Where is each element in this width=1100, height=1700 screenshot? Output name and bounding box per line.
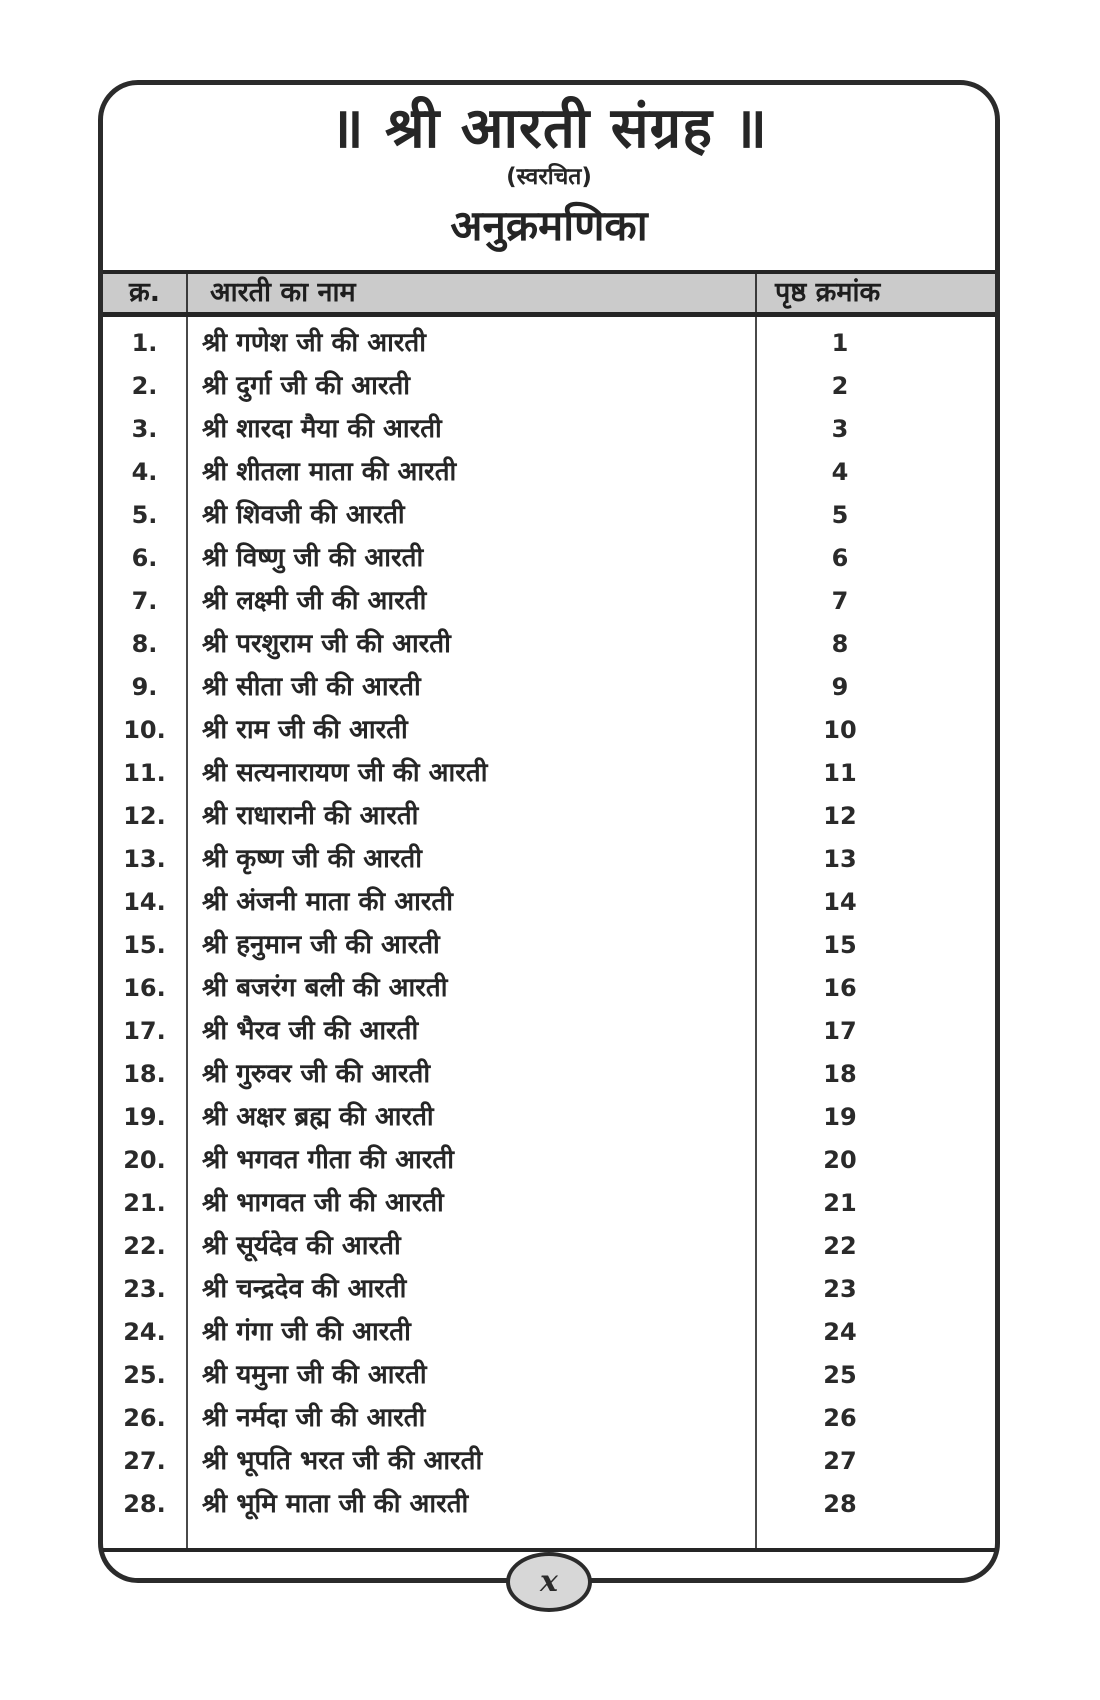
row-serial: 3. <box>131 415 158 443</box>
page-number-label: x <box>540 1564 558 1599</box>
row-page: 18 <box>823 1060 857 1088</box>
row-name: श्री शारदा मैया की आरती <box>202 414 442 444</box>
row-serial: 20. <box>123 1146 166 1174</box>
row-name: श्री शिवजी की आरती <box>202 500 405 530</box>
row-page: 23 <box>823 1275 857 1303</box>
row-page: 10 <box>823 716 857 744</box>
row-page: 9 <box>831 673 849 701</box>
row-name: श्री अक्षर ब्रह्म की आरती <box>202 1102 434 1132</box>
row-page: 12 <box>823 802 857 830</box>
row-name: श्री नर्मदा जी की आरती <box>202 1403 426 1433</box>
row-name: श्री चन्द्रदेव की आरती <box>202 1274 407 1304</box>
row-serial: 9. <box>131 673 158 701</box>
row-name: श्री कृष्ण जी की आरती <box>202 844 422 874</box>
row-name: श्री सत्यनारायण जी की आरती <box>202 758 488 788</box>
book-subtitle: (स्वरचित) <box>506 164 592 191</box>
row-serial: 26. <box>123 1404 166 1432</box>
row-serial: 18. <box>123 1060 166 1088</box>
table-body <box>103 317 995 1552</box>
row-serial: 10. <box>123 716 166 744</box>
row-serial: 28. <box>123 1490 166 1518</box>
row-serial: 17. <box>123 1017 166 1045</box>
row-page: 13 <box>823 845 857 873</box>
row-name: श्री यमुना जी की आरती <box>202 1360 427 1390</box>
row-name: श्री राधारानी की आरती <box>202 801 419 831</box>
row-page: 19 <box>823 1103 857 1131</box>
page-number-column <box>755 317 995 1548</box>
row-name: श्री राम जी की आरती <box>202 715 408 745</box>
row-serial: 1. <box>131 329 158 357</box>
row-name: श्री सीता जी की आरती <box>202 672 421 702</box>
row-name: श्री दुर्गा जी की आरती <box>202 371 411 401</box>
row-serial: 16. <box>123 974 166 1002</box>
row-name: श्री भूपति भरत जी की आरती <box>202 1446 483 1476</box>
row-page: 26 <box>823 1404 857 1432</box>
row-name: श्री परशुराम जी की आरती <box>202 629 451 659</box>
row-name: श्री सूर्यदेव की आरती <box>202 1231 401 1261</box>
row-page: 3 <box>831 415 849 443</box>
row-page: 11 <box>823 759 857 787</box>
row-serial: 23. <box>123 1275 166 1303</box>
row-page: 14 <box>823 888 857 916</box>
row-page: 4 <box>831 458 849 486</box>
row-serial: 21. <box>123 1189 166 1217</box>
column-header-name: आरती का नाम <box>186 274 755 312</box>
row-serial: 19. <box>123 1103 166 1131</box>
row-serial: 6. <box>131 544 158 572</box>
row-name: श्री हनुमान जी की आरती <box>202 930 440 960</box>
row-name: श्री शीतला माता की आरती <box>202 457 457 487</box>
row-page: 27 <box>823 1447 857 1475</box>
book-title: ॥ श्री आरती संग्रह ॥ <box>330 96 768 161</box>
page-number-marker <box>506 1552 592 1612</box>
row-name: श्री अंजनी माता की आरती <box>202 887 453 917</box>
row-name: श्री गंगा जी की आरती <box>202 1317 411 1347</box>
row-serial: 2. <box>131 372 158 400</box>
row-page: 5 <box>831 501 849 529</box>
row-page: 20 <box>823 1146 857 1174</box>
row-serial: 7. <box>131 587 158 615</box>
row-serial: 5. <box>131 501 158 529</box>
row-page: 17 <box>823 1017 857 1045</box>
row-page: 21 <box>823 1189 857 1217</box>
table-header <box>103 270 995 317</box>
row-page: 28 <box>823 1490 857 1518</box>
row-serial: 11. <box>123 759 166 787</box>
name-column <box>186 317 755 1548</box>
row-serial: 8. <box>131 630 158 658</box>
row-page: 8 <box>831 630 849 658</box>
row-name: श्री भूमि माता जी की आरती <box>202 1489 469 1519</box>
serial-column <box>103 317 186 1548</box>
row-name: श्री भैरव जी की आरती <box>202 1016 419 1046</box>
row-serial: 12. <box>123 802 166 830</box>
row-name: श्री गणेश जी की आरती <box>202 328 426 358</box>
row-serial: 27. <box>123 1447 166 1475</box>
row-serial: 4. <box>131 458 158 486</box>
row-page: 6 <box>831 544 849 572</box>
row-page: 22 <box>823 1232 857 1260</box>
row-serial: 22. <box>123 1232 166 1260</box>
row-name: श्री भागवत जी की आरती <box>202 1188 444 1218</box>
column-header-serial: क्र. <box>129 277 160 308</box>
title-area <box>103 85 995 270</box>
row-name: श्री लक्ष्मी जी की आरती <box>202 586 427 616</box>
row-page: 2 <box>831 372 849 400</box>
row-name: श्री विष्णु जी की आरती <box>202 543 424 573</box>
row-serial: 24. <box>123 1318 166 1346</box>
row-serial: 15. <box>123 931 166 959</box>
row-name: श्री भगवत गीता की आरती <box>202 1145 454 1175</box>
row-name: श्री बजरंग बली की आरती <box>202 973 448 1003</box>
row-page: 7 <box>831 587 849 615</box>
row-page: 16 <box>823 974 857 1002</box>
column-header-page: पृष्ठ क्रमांक <box>755 274 995 312</box>
index-heading: अनुक्रमणिका <box>450 201 648 251</box>
row-serial: 13. <box>123 845 166 873</box>
row-page: 1 <box>831 329 849 357</box>
row-page: 24 <box>823 1318 857 1346</box>
row-page: 15 <box>823 931 857 959</box>
row-name: श्री गुरुवर जी की आरती <box>202 1059 431 1089</box>
row-serial: 25. <box>123 1361 166 1389</box>
page-frame <box>98 80 1000 1599</box>
row-serial: 14. <box>123 888 166 916</box>
row-page: 25 <box>823 1361 857 1389</box>
